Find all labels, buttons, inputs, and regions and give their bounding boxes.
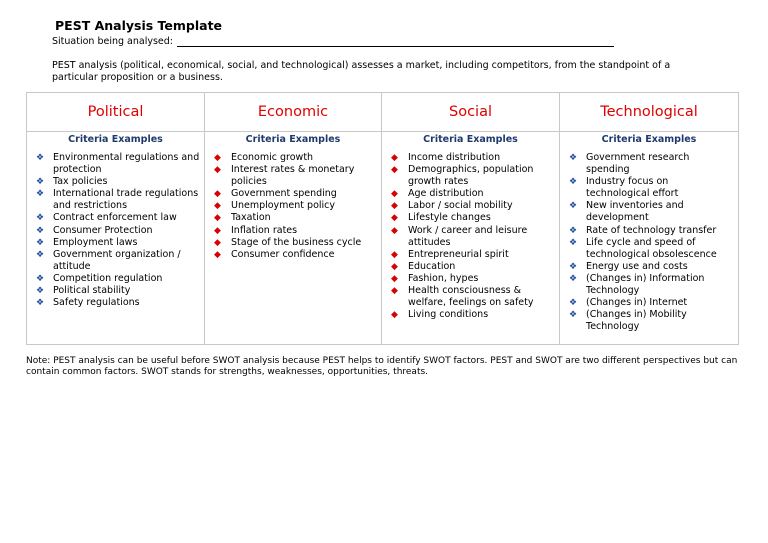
list-item-text: Consumer confidence [231,248,335,260]
political-list [27,152,204,309]
intro-paragraph: PEST analysis (political, economical, social, and technological) assesses a market, including competitors, from the standpoint of a particular proposition or a business. [52,60,671,83]
bullet-icon: ◆ [214,237,221,248]
list-item [212,225,377,237]
list-item-text: Industry focus on technological effort [586,176,679,200]
bullet-icon: ◆ [214,153,221,163]
cell-economic [205,132,382,345]
list-item-text: Fashion, hypes [408,272,479,284]
list-item [389,225,555,249]
list-item-text: Government spending [231,188,337,200]
list-item-text: Unemployment policy [231,200,336,212]
list-item [212,249,377,261]
list-item-text: Income distribution [408,152,501,163]
economic-list [205,152,381,261]
list-item-text: Tax policies [53,176,108,188]
bullet-icon: ◆ [391,286,398,297]
cell-social [382,132,560,345]
list-item-text: Interest rates & monetary policies [231,164,355,188]
technological-list [560,152,738,333]
list-item-text: Consumer Protection [53,224,153,236]
criteria-label: Criteria Examples [601,134,697,145]
bullet-icon: ❖ [569,261,578,272]
list-item [34,225,200,237]
list-item-text: (Changes in) Mobility Technology [586,309,687,333]
list-item-text: Energy use and costs [586,260,688,272]
bullet-icon: ❖ [36,286,45,297]
list-item [212,164,377,188]
list-item [567,273,734,297]
bullet-icon: ❖ [36,249,45,260]
list-item-text: Education [408,260,456,272]
list-item [389,164,555,188]
bullet-icon: ❖ [569,201,578,212]
list-item-text: Employment laws [53,236,138,248]
list-item-text: Contract enforcement law [53,212,177,224]
list-item-text: Political stability [53,285,131,297]
criteria-label: Criteria Examples [245,134,341,145]
list-item-text: Entrepreneurial spirit [408,248,509,260]
situation-label: Situation being analysed: [52,36,173,47]
list-item-text: Economic growth [231,152,314,163]
list-item-text: Environmental regulations and protection [53,152,200,176]
bullet-icon: ❖ [36,189,45,200]
list-item-text: Government research spending [586,152,690,176]
list-item [567,200,734,224]
list-item [34,285,200,297]
list-item [212,237,377,249]
situation-input-line [177,37,614,47]
bullet-icon: ◆ [214,249,221,260]
list-item [212,200,377,212]
list-item [567,237,734,261]
cell-technological [560,132,739,345]
list-item [34,176,200,188]
list-item [389,285,555,309]
list-item-text: Stage of the business cycle [231,236,362,248]
heading-technological: Technological [560,93,739,132]
list-item-text: Competition regulation [53,272,163,284]
list-item-text: Health consciousness & welfare, feelings on safety [408,285,534,309]
list-item-text: Government organization / attitude [53,248,181,272]
bullet-icon: ◆ [214,225,221,236]
bullet-icon: ❖ [36,153,45,163]
bullet-icon: ◆ [391,225,398,236]
list-item [567,152,734,176]
list-item [34,237,200,249]
list-item-text: Work / career and leisure attitudes [408,224,528,248]
bullet-icon: ◆ [391,189,398,200]
situation-field [52,36,614,47]
footnote: Note: PEST analysis can be useful before SWOT analysis because PEST helps to identify SWOT factors. PEST and SWOT are two different perspectives but can contain common factors. SWOT stands for strengths, weaknesses, opportunities, threats. [26,356,738,377]
bullet-icon: ❖ [569,310,578,321]
bullet-icon: ❖ [36,298,45,309]
heading-economic: Economic [205,93,382,132]
bullet-icon: ◆ [214,189,221,200]
bullet-icon: ❖ [36,225,45,236]
content-row [27,132,739,345]
list-item [567,309,734,333]
heading-political: Political [27,93,205,132]
bullet-icon: ❖ [36,237,45,248]
list-item-text: New inventories and development [586,200,684,224]
list-item-text: Inflation rates [231,224,298,236]
bullet-icon: ◆ [214,201,221,212]
list-item [389,249,555,261]
criteria-label: Criteria Examples [68,134,163,145]
list-item [212,212,377,224]
bullet-icon: ◆ [391,273,398,284]
bullet-icon: ◆ [214,213,221,224]
bullet-icon: ◆ [391,153,398,163]
bullet-icon: ❖ [569,298,578,309]
list-item [34,188,200,212]
list-item [212,188,377,200]
list-item [34,249,200,273]
bullet-icon: ❖ [569,153,578,163]
bullet-icon: ❖ [569,177,578,188]
list-item-text: Rate of technology transfer [586,224,717,236]
list-item [34,212,200,224]
list-item [212,152,377,164]
list-item-text: Demographics, population growth rates [408,164,534,188]
bullet-icon: ❖ [569,237,578,248]
list-item [389,152,555,164]
page-title: PEST Analysis Template [55,18,223,33]
list-item [389,188,555,200]
cell-political [27,132,205,345]
list-item [389,200,555,212]
list-item [34,152,200,176]
list-item [34,273,200,285]
bullet-icon: ❖ [36,273,45,284]
list-item [34,297,200,309]
list-item [567,297,734,309]
list-item [567,176,734,200]
list-item-text: (Changes in) Internet [586,297,688,309]
pest-table [26,92,739,345]
list-item [567,225,734,237]
list-item-text: Living conditions [408,309,489,321]
bullet-icon: ◆ [391,310,398,321]
list-item-text: Lifestyle changes [408,212,491,224]
bullet-icon: ❖ [36,177,45,188]
heading-social: Social [382,93,560,132]
bullet-icon: ❖ [569,273,578,284]
bullet-icon: ❖ [569,225,578,236]
list-item-text: Age distribution [408,188,484,200]
bullet-icon: ◆ [391,165,398,176]
list-item-text: Safety regulations [53,297,140,309]
list-item-text: Labor / social mobility [408,200,513,212]
list-item [567,261,734,273]
bullet-icon: ❖ [36,213,45,224]
list-item-text: Taxation [231,212,271,224]
bullet-icon: ◆ [391,201,398,212]
list-item [389,273,555,285]
criteria-label: Criteria Examples [423,134,518,145]
list-item-text: International trade regulations and restrictions [53,188,199,212]
list-item [389,212,555,224]
list-item-text: (Changes in) Information Technology [586,272,705,297]
heading-row [27,93,739,132]
list-item [389,261,555,273]
bullet-icon: ◆ [391,213,398,224]
bullet-icon: ◆ [391,261,398,272]
bullet-icon: ◆ [391,249,398,260]
list-item [389,309,555,321]
social-list [382,152,559,321]
bullet-icon: ◆ [214,165,221,176]
list-item-text: Life cycle and speed of technological obsolescence [586,236,717,260]
